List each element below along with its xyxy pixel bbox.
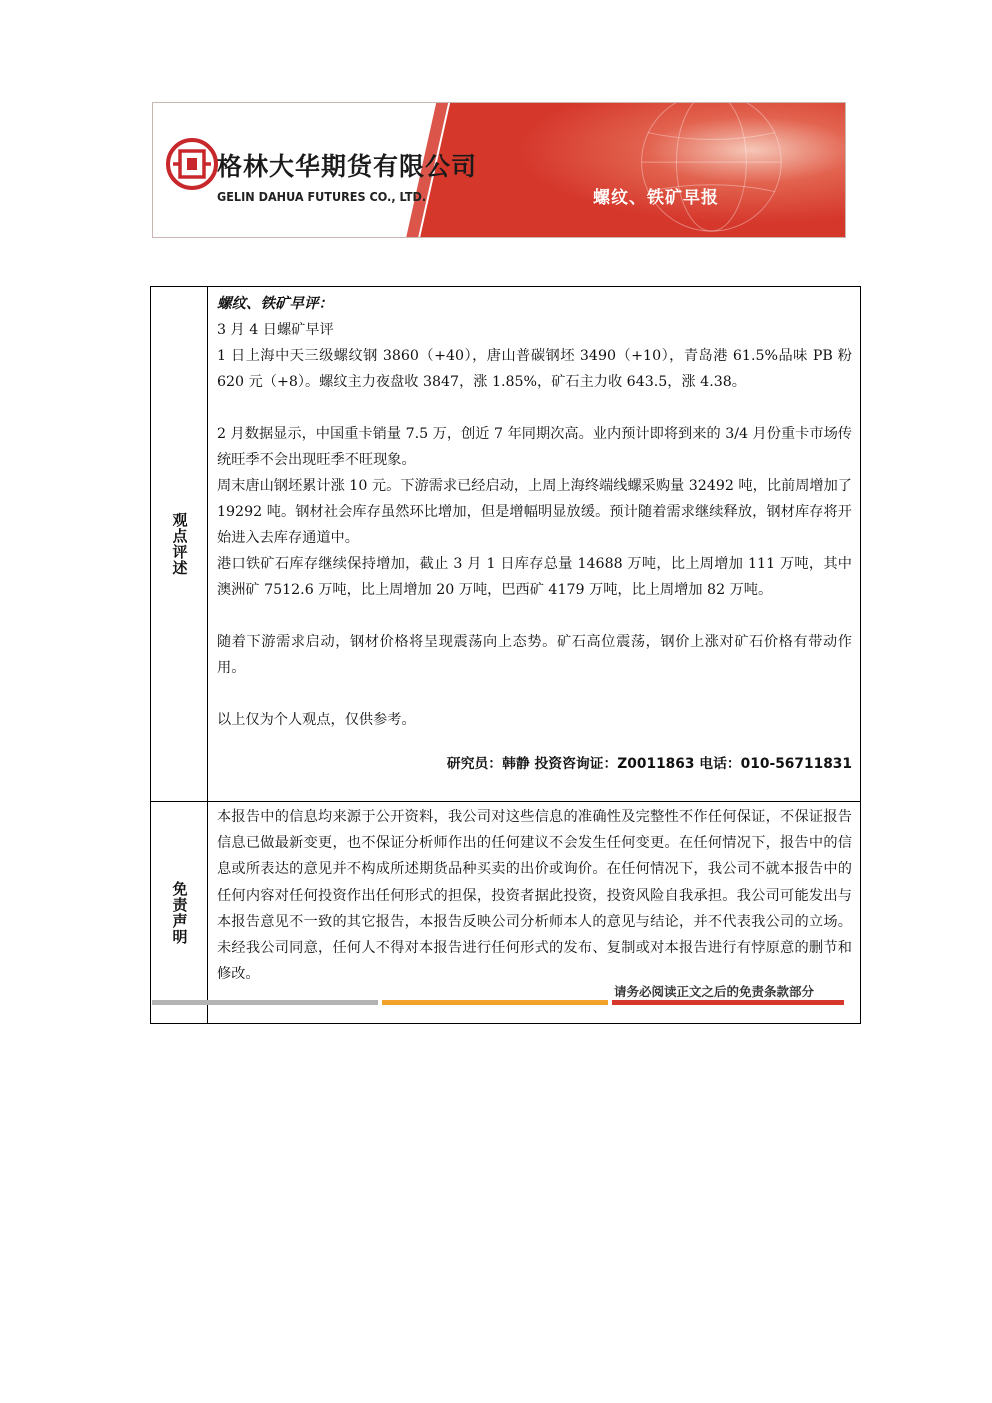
commentary-content [208,287,861,802]
footer-bar-red [612,1000,844,1005]
blank-line [217,681,852,707]
header-banner [152,102,846,238]
footer-note: 请务必阅读正文之后的免责条款部分 [614,984,815,999]
logo-icon [165,137,219,191]
disclaimer-label: 免责声明 [170,880,189,945]
report-title: 螺纹、铁矿早报 [593,188,719,208]
commentary-paragraph: 以上仅为个人观点，仅供参考。 [217,712,416,728]
commentary-paragraph: 3 月 4 日螺矿早评 [217,322,334,338]
report-table [150,286,861,1024]
commentary-heading: 螺纹、铁矿早评： [217,296,333,312]
disclaimer-label-cell [151,802,208,1024]
company-name-en: GELIN DAHUA FUTURES CO., LTD. [217,189,427,204]
commentary-paragraph: 随着下游需求启动，钢材价格将呈现震荡向上态势。矿石高位震荡，钢价上涨对矿石价格有带动作用。 [217,634,852,676]
company-name-cn: 格林大华期货有限公司 [217,152,478,181]
blank-line [217,395,852,421]
commentary-label: 观点评述 [170,512,189,576]
commentary-label-cell [151,287,208,802]
footer-bar-orange [382,1000,608,1005]
commentary-row [151,287,861,802]
disclaimer-text: 本报告中的信息均来源于公开资料，我公司对这些信息的准确性及完整性不作任何保证，不保证报告信息已做最新变更，也不保证分析师作出的任何建议不会发生任何变更。在任何情况下，报告中的信息或所表达的意见并不构成所述期货品种买卖的出价或询价。在任何情况下，我公司不就本报告中的任何内容对任何投资作出任何形式的担保，投资者据此投资，投资风险自我承担。我公司可能发出与本报告意见不一致的其它报告，本报告反映公司分析师本人的意见与结论，并不代表我公司的立场。未经我公司同意，任何人不得对本报告进行任何形式的发布、复制或对本报告进行有悖原意的删节和修改。 [217,809,852,983]
footer-bar-gray [152,1000,378,1005]
commentary-paragraph: 周末唐山钢坯累计涨 10 元。下游需求已经启动，上周上海终端线螺采购量 32492 吨，比前周增加了 19292 吨。钢材社会库存虽然环比增加，但是增幅明显放缓。预计随着需求继续释放，钢材库存将开始进入去库存通道中。 [217,478,852,546]
commentary-paragraph: 1 日上海中天三级螺纹钢 3860（+40），唐山普碳钢坯 3490（+10），青岛港 61.5%品味 PB 粉 620 元（+8）。螺纹主力夜盘收 3847，涨 1.85%，矿石主力收 643.5，涨 4.38。 [217,348,852,390]
commentary-paragraph: 港口铁矿石库存继续保持增加，截止 3 月 1 日库存总量 14688 万吨，比上周增加 111 万吨，其中澳洲矿 7512.6 万吨，比上周增加 20 万吨，巴西矿 4179 万吨，比上周增加 82 万吨。 [217,556,852,598]
blank-line [217,603,852,629]
researcher-contact: 研究员：韩静 投资咨询证：Z0011863 电话：010-56711831 [446,756,852,772]
commentary-paragraph: 2 月数据显示，中国重卡销量 7.5 万，创近 7 年同期次高。业内预计即将到来的 3/4 月份重卡市场传统旺季不会出现旺季不旺现象。 [217,426,852,468]
